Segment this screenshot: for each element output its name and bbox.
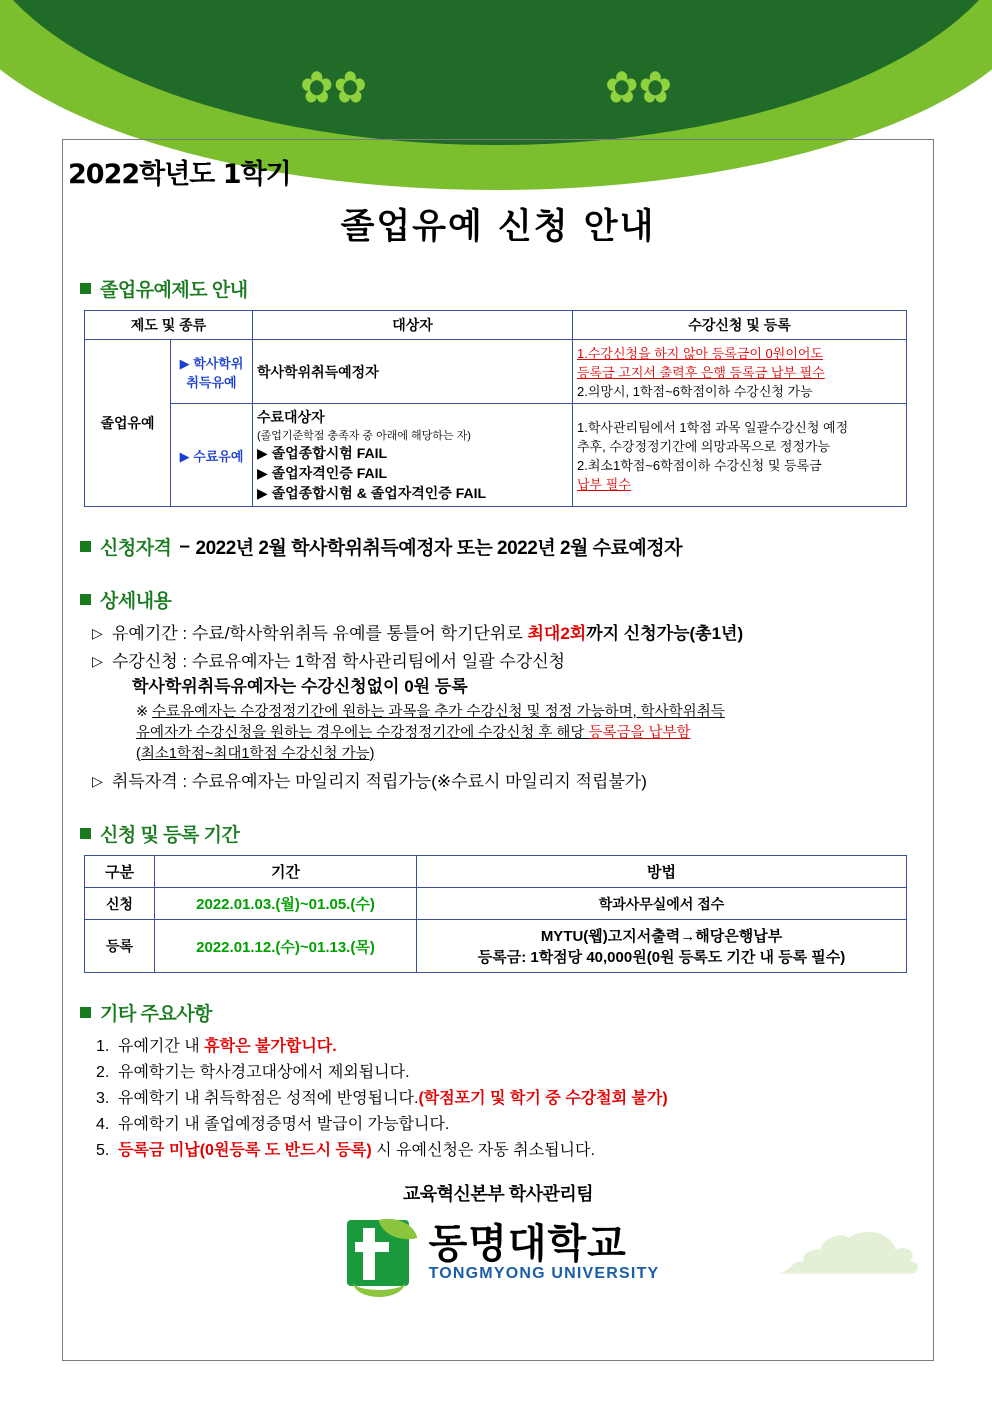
square-bullet-icon	[80, 594, 91, 605]
notice-item	[96, 1034, 934, 1060]
table-row	[85, 340, 907, 404]
notice-text-plain: 유예학기 내 취득학점은 성적에 반영됩니다.	[118, 1089, 419, 1107]
detail-course-line1: 수료유예자는 1학점 학사관리팀에서 일괄 수강신청	[191, 651, 566, 671]
detail-course-text	[112, 649, 934, 700]
notice-number: 1.	[96, 1038, 110, 1056]
reg-completion-line4: 납부 필수	[577, 477, 631, 492]
table-header-row	[85, 856, 907, 888]
section-heading-detail	[80, 586, 934, 613]
detail-mileage-value: 수료유예자는 마일리지 적립가능(※수료시 마일리지 적립불가)	[191, 771, 647, 791]
col-header-period: 기간	[155, 856, 417, 888]
eligibility-text: 2022년 2월 학사학위취득예정자 또는 2022년 2월 수료예정자	[195, 538, 682, 559]
col-header-target: 대상자	[253, 311, 573, 340]
square-bullet-icon	[80, 1007, 91, 1018]
target-completion-item-1: ▶ 졸업종합시험 FAIL	[257, 445, 388, 461]
cell-type-completion	[171, 404, 253, 507]
schedule-table	[84, 855, 907, 973]
leaf-scroll-icon: ✿✿	[300, 63, 368, 113]
notice-list	[96, 1034, 934, 1164]
reg-completion-line2: 추후, 수강정정기간에 의망과목으로 정정가능	[577, 439, 831, 454]
detail-list	[92, 621, 934, 794]
logo-t-horizontal	[355, 1242, 389, 1252]
square-bullet-icon	[80, 541, 91, 552]
col-header-method: 방법	[417, 856, 907, 888]
note-star-icon: ※	[136, 703, 149, 720]
detail-period-highlight: 최대2회	[527, 624, 587, 643]
logo-mark-icon	[337, 1212, 419, 1294]
notice-item	[96, 1060, 934, 1086]
type-completion-line1: ▶ 수료유예	[179, 448, 244, 464]
table-row	[85, 888, 907, 920]
detail-period-text	[112, 621, 934, 647]
notice-text: 유예학기 내 졸업예정증명서 발급이 가능합니다.	[118, 1115, 450, 1133]
detail-item-period	[92, 621, 934, 647]
detail-note-line1	[136, 702, 934, 723]
notice-number: 3.	[96, 1089, 110, 1107]
table-row	[85, 920, 907, 973]
detail-mileage-text	[112, 769, 934, 795]
section-heading-system-label: 졸업유예제도 안내	[100, 280, 248, 301]
section-heading-schedule	[80, 820, 934, 847]
notice-item	[96, 1112, 934, 1138]
target-completion-sub: (졸업기준학점 충족자 중 아래에 해당하는 자)	[257, 430, 471, 442]
detail-note-line2	[136, 723, 934, 744]
section-heading-eligibility	[80, 533, 934, 560]
cell-target-completion	[253, 404, 573, 507]
note-line2-red: 등록금을 납부함	[588, 724, 691, 741]
notice-text-tail: 시 유예신청은 자동 취소됩니다.	[371, 1141, 595, 1159]
logo-english-name: TONGMYONG UNIVERSITY	[428, 1264, 660, 1282]
notice-text	[118, 1086, 668, 1112]
triangle-bullet-icon: ▷	[92, 772, 103, 789]
detail-item-course	[92, 649, 934, 700]
col-header-registration: 수강신청 및 등록	[573, 311, 907, 340]
notice-item	[96, 1138, 934, 1164]
reg-completion-line3-text: 2.최소1학점~6학점이하 수강신청 및 등록금	[577, 458, 822, 473]
type-degree-line2: 취득유예	[186, 374, 237, 390]
notice-number: 4.	[96, 1115, 110, 1133]
col-header-type: 제도 및 종류	[85, 311, 253, 340]
logo-swoosh-shape	[353, 1268, 405, 1297]
reg-degree-line2: 등록금 고지서 출력후 은행 등록금 납부 필수	[577, 365, 825, 380]
notice-text: 유예학기는 학사경고대상에서 제외됩니다.	[118, 1063, 410, 1081]
target-completion-item-2: ▶ 졸업자격인증 FAIL	[257, 465, 388, 481]
detail-mileage-label: 취득자격 :	[112, 771, 192, 791]
notice-number: 5.	[96, 1141, 110, 1159]
leaf-scroll-icon: ✿✿	[605, 63, 673, 113]
notice-text-plain: 유예기간 내	[118, 1038, 205, 1056]
square-bullet-icon	[80, 828, 91, 839]
eligibility-dash: –	[179, 535, 190, 557]
page-title: 졸업유예 신청 안내	[340, 207, 656, 247]
note-line2-text: 유예자가 수강신청을 원하는 경우에는 수강정정기간에 수강신청 후 해당	[136, 724, 589, 741]
detail-course-label: 수강신청 :	[112, 651, 192, 671]
method-register-line1: MYTU(웹)고지서출력→해당은행납부	[540, 928, 783, 946]
detail-period-label: 유예기간 :	[112, 624, 192, 643]
detail-period-before: 수료/학사학위취득 유예를 통틀어 학기단위로	[191, 624, 528, 643]
triangle-bullet-icon: ▷	[92, 625, 103, 641]
triangle-bullet-icon: ▷	[92, 652, 103, 669]
detail-item-mileage	[92, 769, 934, 795]
type-degree-line1: ▶ 학사학위	[179, 355, 244, 371]
notice-text-red: (학점포기 및 학기 중 수강철회 불가)	[418, 1089, 668, 1107]
year-semester-label: 2022학년도 1학기	[68, 159, 291, 190]
cell-type-degree	[171, 340, 253, 404]
section-heading-etc-label: 기타 주요사항	[100, 1004, 212, 1026]
notice-text	[118, 1034, 337, 1060]
col-header-kind: 구분	[85, 856, 155, 888]
logo-text-block	[429, 1223, 660, 1283]
reg-completion-line3	[577, 455, 902, 474]
note-line1-text: 수료유예자는 수강정정기간에 원하는 과목을 추가 수강신청 및 정정 가능하며, 학사학위취득	[152, 703, 725, 720]
target-completion-title: 수료대상자	[257, 409, 325, 425]
table-row	[85, 404, 907, 507]
notice-item	[96, 1086, 934, 1112]
detail-note	[136, 702, 934, 765]
cloud-watermark-icon: ☁	[772, 1170, 926, 1299]
document-content	[62, 139, 934, 1299]
reg-degree-line1: 1.수강신청을 하지 않아 등록금이 0원이어도	[577, 346, 824, 361]
university-logo	[62, 1212, 934, 1294]
reg-degree-line3: 2.의망시, 1학점~6학점이하 수강신청 가능	[577, 384, 813, 399]
cell-registration-completion	[573, 404, 907, 507]
section-heading-schedule-label: 신청 및 등록 기간	[100, 825, 240, 847]
detail-note-line3: (최소1학점~최대1학점 수강신청 가능)	[136, 745, 375, 762]
cell-period-apply: 2022.01.03.(월)~01.05.(수)	[155, 888, 417, 920]
notice-text-red: 휴학은 불가합니다.	[204, 1038, 337, 1056]
logo-korean-name: 동명대학교	[428, 1221, 627, 1266]
section-heading-system	[80, 275, 934, 302]
notice-number: 2.	[96, 1063, 110, 1081]
cell-method-apply: 학과사무실에서 접수	[417, 888, 907, 920]
cell-period-register: 2022.01.12.(수)~01.13.(목)	[155, 920, 417, 973]
square-bullet-icon	[80, 283, 91, 294]
cell-kind-register: 등록	[85, 920, 155, 973]
cell-graduation-deferral: 졸업유예	[85, 340, 171, 507]
system-table	[84, 310, 907, 507]
notice-text-red: 등록금 미납(0원등록 도 반드시 등록)	[118, 1141, 372, 1159]
cell-target-degree: 학사학위취득예정자	[253, 340, 573, 404]
department-label: 교육혁신본부 학사관리팀	[402, 1183, 594, 1204]
cell-registration-degree	[573, 340, 907, 404]
detail-period-after: 까지 신청가능(총1년)	[586, 624, 744, 643]
table-header-row	[85, 311, 907, 340]
section-heading-detail-label: 상세내용	[100, 591, 172, 612]
section-heading-eligibility-label: 신청자격	[100, 538, 172, 559]
section-heading-etc	[80, 999, 934, 1026]
notice-text	[118, 1138, 595, 1164]
cell-kind-apply: 신청	[85, 888, 155, 920]
target-completion-item-3: ▶ 졸업종합시험 & 졸업자격인증 FAIL	[257, 485, 487, 501]
reg-completion-line1: 1.학사관리팀에서 1학점 과목 일괄수강신청 예정	[577, 420, 849, 435]
method-register-line2: 등록금: 1학점당 40,000원(0원 등록도 기간 내 등록 필수)	[477, 949, 846, 967]
detail-course-line2: 학사학위취득유예자는 수강신청없이 0원 등록	[132, 677, 468, 696]
cell-method-register	[417, 920, 907, 973]
